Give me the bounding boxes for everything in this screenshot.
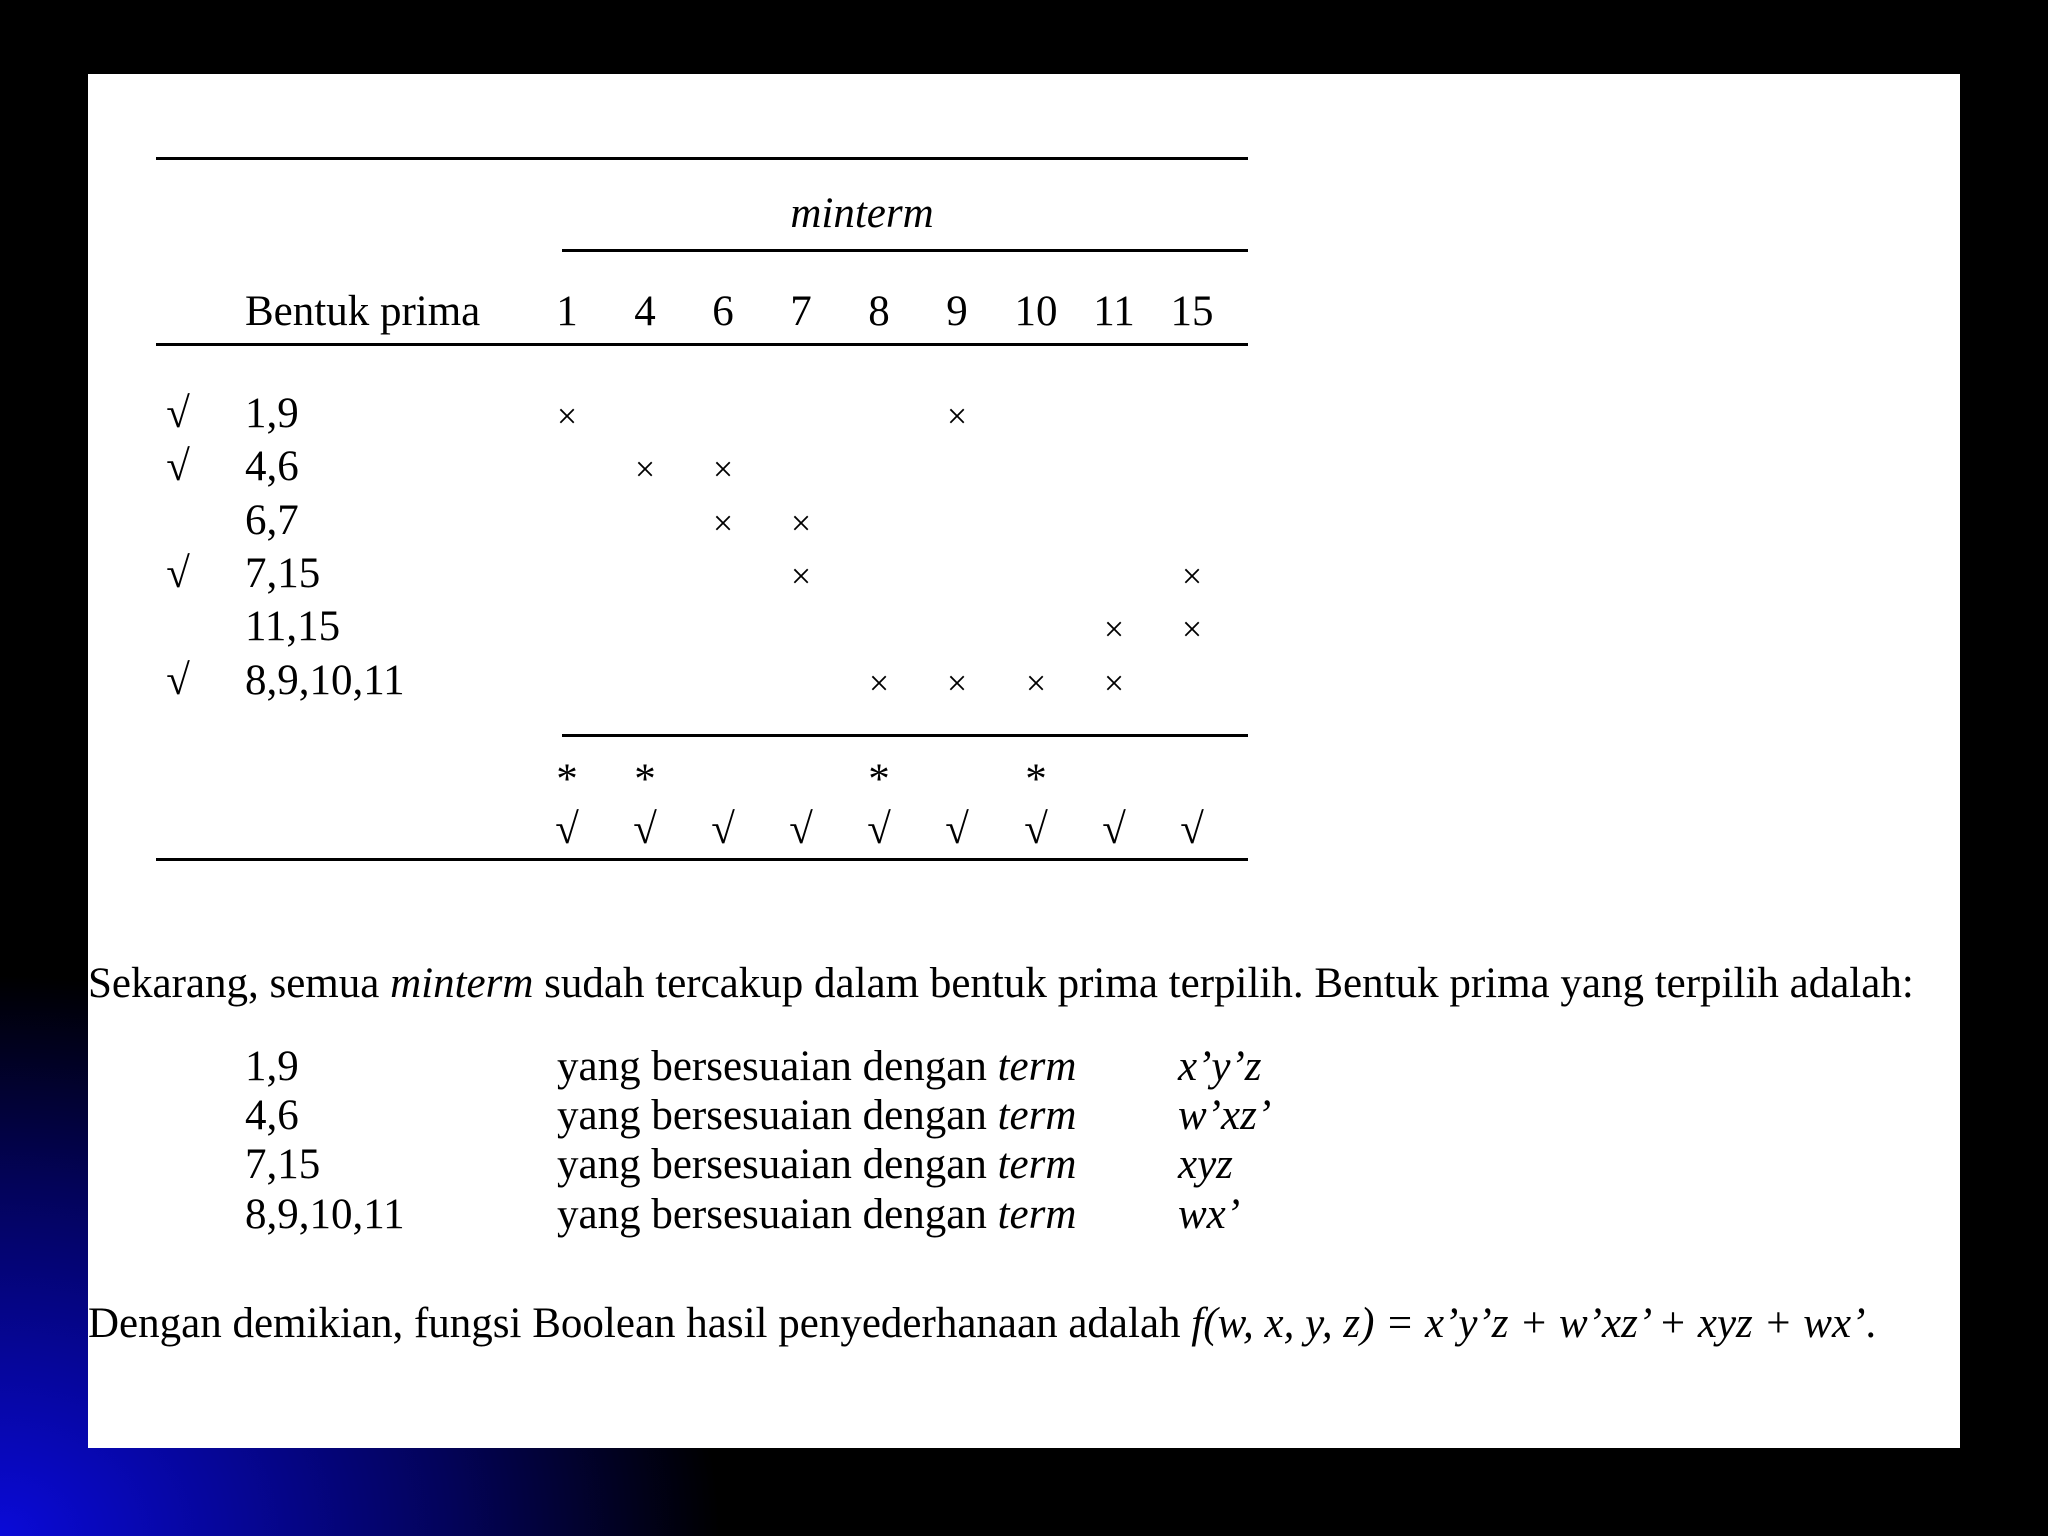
row-check-mark: √	[166, 443, 190, 490]
correspondence-text: yang bersesuaian dengan	[557, 1191, 998, 1238]
row-check-mark: √	[166, 390, 190, 437]
summary-intro-after: sudah tercakup dalam bentuk prima terpilih. Bentuk prima yang terpilih adalah:	[533, 960, 1914, 1007]
correspondence-term-word: term	[997, 1043, 1077, 1090]
covered-check-mark: √	[1102, 806, 1126, 853]
selected-term-expression: w’xz’	[1178, 1092, 1272, 1139]
selected-group: 8,9,10,11	[245, 1191, 405, 1238]
summary-intro-paragraph	[88, 962, 1914, 1005]
prime-implicant-label: 4,6	[245, 443, 299, 490]
conclusion-formula-function: f	[1191, 1300, 1204, 1347]
minterm-col-4: 4	[634, 288, 656, 335]
essential-star-mark: *	[556, 756, 578, 803]
row-check-mark: √	[166, 657, 190, 704]
correspondence-term-word: term	[997, 1191, 1077, 1238]
minterm-header-rule	[562, 249, 1248, 252]
correspondence-phrase	[557, 1045, 1076, 1088]
covered-check-mark: √	[1024, 806, 1048, 853]
correspondence-term-word: term	[997, 1092, 1077, 1139]
coverage-cross-mark: ×	[1103, 663, 1125, 703]
conclusion-after: .	[1865, 1300, 1877, 1347]
coverage-cross-mark: ×	[634, 449, 656, 489]
prime-implicant-label: 7,15	[245, 550, 321, 597]
row-header-bentuk-prima: Bentuk prima	[245, 288, 481, 335]
row-check-mark: √	[166, 550, 190, 597]
summary-intro-italic: minterm	[390, 960, 534, 1007]
slide-panel	[88, 74, 1960, 1448]
covered-check-mark: √	[711, 806, 735, 853]
minterm-col-15: 15	[1170, 288, 1214, 335]
covered-check-mark: √	[789, 806, 813, 853]
covered-check-mark: √	[1180, 806, 1204, 853]
minterm-col-10: 10	[1014, 288, 1058, 335]
coverage-cross-mark: ×	[1181, 609, 1203, 649]
conclusion-paragraph	[88, 1302, 1876, 1345]
coverage-cross-mark: ×	[556, 396, 578, 436]
minterm-header: minterm	[790, 190, 934, 237]
essential-star-mark: *	[1025, 756, 1047, 803]
selected-term-expression: xyz	[1178, 1141, 1233, 1188]
correspondence-phrase	[557, 1193, 1076, 1236]
correspondence-text: yang bersesuaian dengan	[557, 1043, 998, 1090]
table-top-rule	[156, 157, 1248, 160]
essential-star-mark: *	[868, 756, 890, 803]
covered-check-mark: √	[945, 806, 969, 853]
minterm-col-7: 7	[790, 288, 812, 335]
minterm-col-11: 11	[1093, 288, 1135, 335]
correspondence-text: yang bersesuaian dengan	[557, 1092, 998, 1139]
correspondence-term-word: term	[997, 1141, 1077, 1188]
table-bottom-rule	[156, 858, 1248, 861]
coverage-cross-mark: ×	[790, 503, 812, 543]
correspondence-phrase	[557, 1143, 1076, 1186]
selected-group: 1,9	[245, 1043, 299, 1090]
coverage-cross-mark: ×	[1025, 663, 1047, 703]
summary-intro-before: Sekarang, semua	[88, 960, 391, 1007]
minterm-col-9: 9	[946, 288, 968, 335]
rows-bottom-rule	[562, 734, 1248, 737]
minterm-col-1: 1	[556, 288, 578, 335]
selected-group: 4,6	[245, 1092, 299, 1139]
coverage-cross-mark: ×	[790, 556, 812, 596]
coverage-cross-mark: ×	[712, 503, 734, 543]
coverage-cross-mark: ×	[712, 449, 734, 489]
conclusion-before: Dengan demikian, fungsi Boolean hasil penyederhanaan adalah	[88, 1300, 1192, 1347]
correspondence-text: yang bersesuaian dengan	[557, 1141, 998, 1188]
minterm-col-6: 6	[712, 288, 734, 335]
coverage-cross-mark: ×	[946, 663, 968, 703]
essential-star-mark: *	[634, 756, 656, 803]
minterm-col-8: 8	[868, 288, 890, 335]
coverage-cross-mark: ×	[1103, 609, 1125, 649]
conclusion-formula-args: (w, x, y, z)	[1203, 1300, 1375, 1347]
prime-implicant-label: 8,9,10,11	[245, 657, 405, 704]
covered-check-mark: √	[555, 806, 579, 853]
selected-group: 7,15	[245, 1141, 321, 1188]
coverage-cross-mark: ×	[868, 663, 890, 703]
correspondence-phrase	[557, 1094, 1076, 1137]
covered-check-mark: √	[867, 806, 891, 853]
prime-implicant-label: 11,15	[245, 603, 341, 650]
prime-implicant-label: 1,9	[245, 390, 299, 437]
conclusion-formula-rhs: = x’y’z + w’xz’ + xyz + wx’	[1374, 1300, 1866, 1347]
selected-term-expression: x’y’z	[1178, 1043, 1262, 1090]
covered-check-mark: √	[633, 806, 657, 853]
prime-implicant-label: 6,7	[245, 497, 299, 544]
header-bottom-rule	[156, 343, 1248, 346]
coverage-cross-mark: ×	[1181, 556, 1203, 596]
selected-term-expression: wx’	[1178, 1191, 1241, 1238]
coverage-cross-mark: ×	[946, 396, 968, 436]
